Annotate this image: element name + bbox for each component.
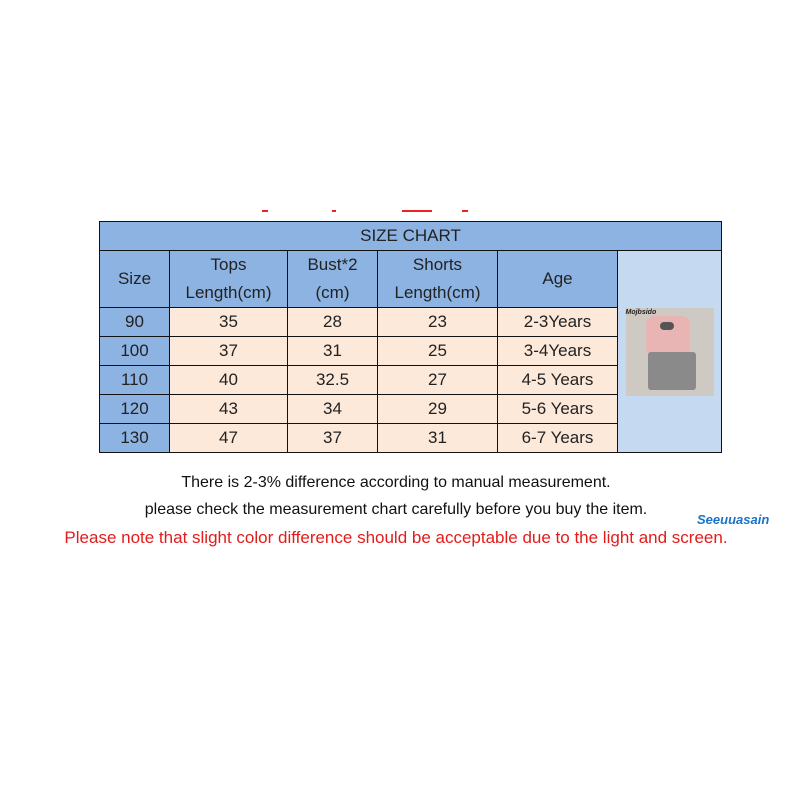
- row-age: 3-4Years: [498, 337, 618, 366]
- cropped-red-text-fragment: [262, 210, 502, 216]
- header-age: Age: [498, 251, 618, 308]
- row-size: 110: [100, 366, 170, 395]
- product-brand-mark: Mojbsido: [625, 308, 657, 316]
- row-shorts: 25: [378, 337, 498, 366]
- check-chart-note: please check the measurement chart carefully before you buy the item.: [144, 501, 648, 518]
- row-bust: 34: [288, 395, 378, 424]
- header-size: Size: [100, 251, 170, 308]
- row-size: 100: [100, 337, 170, 366]
- header-bust-line1: Bust*2: [307, 255, 358, 274]
- color-difference-warning: Please note that slight color difference should be acceptable due to the light and screen.: [64, 528, 728, 547]
- measurement-note: There is 2-3% difference according to manual measurement.: [181, 474, 611, 491]
- header-shorts-length: [378, 251, 498, 308]
- row-shorts: 23: [378, 308, 498, 337]
- row-tops: 47: [170, 424, 288, 453]
- product-image: [626, 308, 714, 396]
- header-tops-line1: Tops: [210, 255, 247, 274]
- grey-shorts-shape: [648, 352, 696, 390]
- row-bust: 32.5: [288, 366, 378, 395]
- header-shorts-line2: Length(cm): [394, 283, 481, 302]
- row-tops: 37: [170, 337, 288, 366]
- row-size: 130: [100, 424, 170, 453]
- watermark-logo: Seeuuasain: [697, 512, 770, 527]
- row-shorts: 31: [378, 424, 498, 453]
- header-tops-line2: Length(cm): [185, 283, 272, 302]
- row-age: 2-3Years: [498, 308, 618, 337]
- header-tops-length: [170, 251, 288, 308]
- row-tops: 40: [170, 366, 288, 395]
- chart-title: SIZE CHART: [100, 222, 722, 251]
- row-size: 90: [100, 308, 170, 337]
- product-photo-cell: [618, 251, 722, 453]
- bow-shape: [660, 322, 674, 330]
- row-tops: 43: [170, 395, 288, 424]
- row-size: 120: [100, 395, 170, 424]
- row-bust: 31: [288, 337, 378, 366]
- row-age: 5-6 Years: [498, 395, 618, 424]
- row-bust: 37: [288, 424, 378, 453]
- row-age: 4-5 Years: [498, 366, 618, 395]
- row-age: 6-7 Years: [498, 424, 618, 453]
- header-shorts-line1: Shorts: [412, 255, 463, 274]
- size-chart-table: [99, 221, 722, 453]
- row-bust: 28: [288, 308, 378, 337]
- header-bust: [288, 251, 378, 308]
- row-shorts: 27: [378, 366, 498, 395]
- row-tops: 35: [170, 308, 288, 337]
- header-bust-line2: (cm): [315, 283, 350, 302]
- row-shorts: 29: [378, 395, 498, 424]
